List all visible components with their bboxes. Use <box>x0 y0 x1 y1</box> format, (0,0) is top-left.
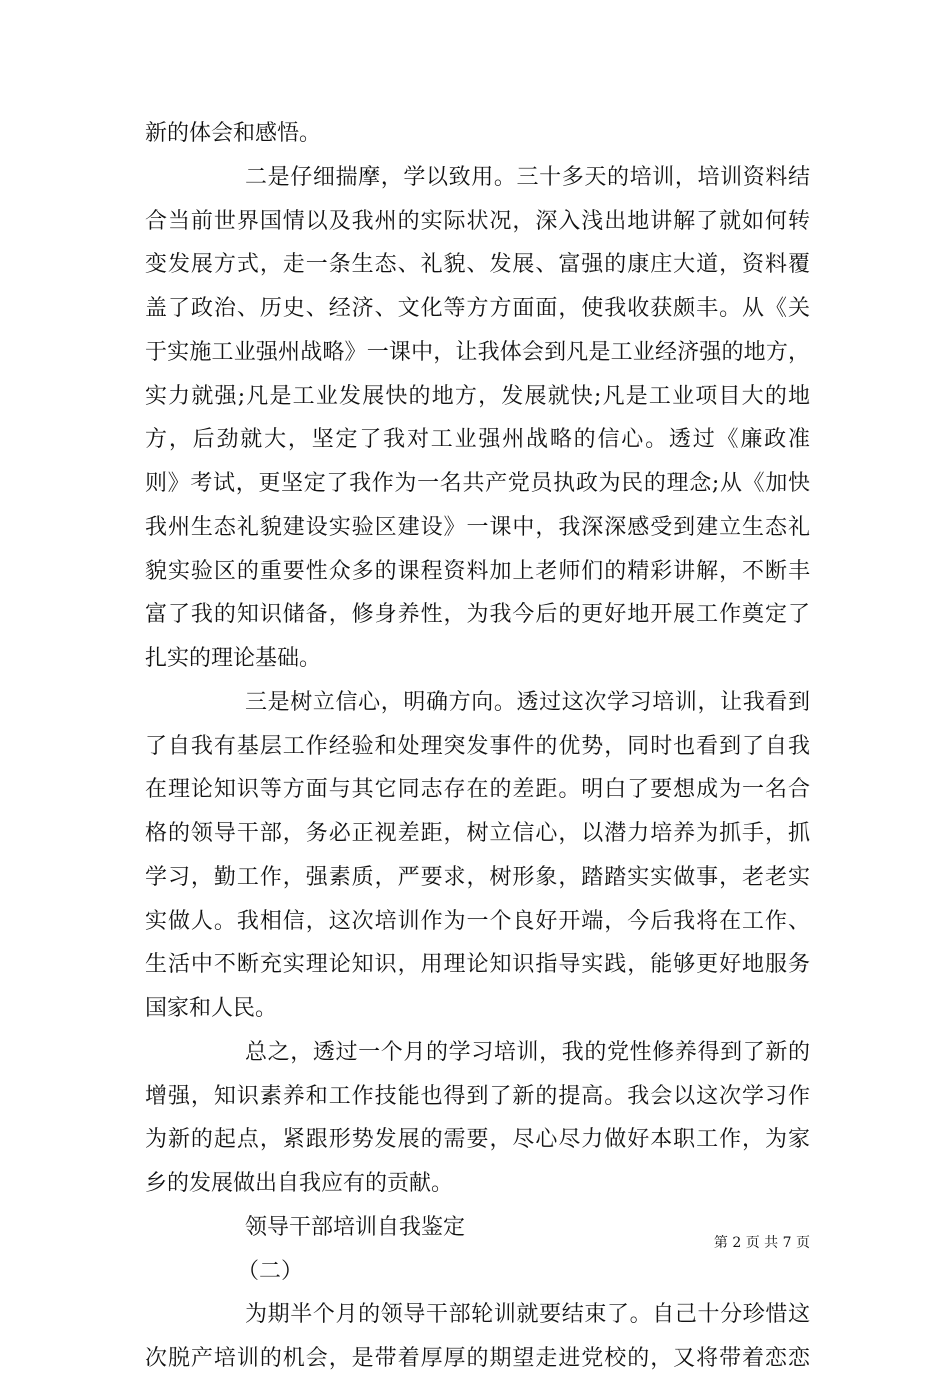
text-line: 我州生态礼貌建设实验区建设》一课中，我深深感受到建立生态礼 <box>145 514 810 540</box>
text-line: 领导干部培训自我鉴定 <box>245 1214 466 1240</box>
text-line: （二） <box>237 1258 304 1284</box>
text-line: 二是仔细揣摩，学以致用。三十多天的培训，培训资料结 <box>245 164 810 190</box>
text-line: 变发展方式，走一条生态、礼貌、发展、富强的康庄大道，资料覆 <box>145 252 810 278</box>
text-line: 于实施工业强州战略》一课中，让我体会到凡是工业经济强的地方， <box>145 339 810 365</box>
text-line: 为新的起点，紧跟形势发展的需要，尽心尽力做好本职工作，为家 <box>145 1127 810 1153</box>
text-line: 扎实的理论基础。 <box>145 646 322 671</box>
text-line: 生活中不断充实理论知识，用理论知识指导实践，能够更好地服务 <box>145 952 810 978</box>
text-line: 合当前世界国情以及我州的实际状况，深入浅出地讲解了就如何转 <box>145 208 810 234</box>
text-line: 乡的发展做出自我应有的贡献。 <box>145 1171 454 1196</box>
text-line: 格的领导干部，务必正视差距，树立信心，以潜力培养为抓手，抓 <box>145 821 810 846</box>
text-line: 富了我的知识储备，修身养性，为我今后的更好地开展工作奠定了 <box>145 602 810 628</box>
text-line: 在理论知识等方面与其它同志存在的差距。明白了要想成为一名合 <box>145 777 810 803</box>
text-line: 为期半个月的领导干部轮训就要结束了。自己十分珍惜这 <box>245 1302 810 1328</box>
document-body <box>145 112 810 1381</box>
text-line: 新的体会和感悟。 <box>145 121 322 146</box>
page-number: 第 2 页 共 7 页 <box>713 1235 810 1251</box>
text-line: 国家和人民。 <box>145 996 278 1021</box>
text-line: 学习，勤工作，强素质，严要求，树形象，踏踏实实做事，老老实 <box>145 864 810 890</box>
text-line: 总之，透过一个月的学习培训，我的党性修养得到了新的 <box>245 1039 810 1065</box>
text-line: 实做人。我相信，这次培训作为一个良好开端，今后我将在工作、 <box>145 908 810 934</box>
text-line: 盖了政治、历史、经济、文化等方方面面，使我收获颇丰。从《关 <box>145 296 810 321</box>
text-line: 了自我有基层工作经验和处理突发事件的优势，同时也看到了自我 <box>145 733 810 759</box>
text-line: 增强，知识素养和工作技能也得到了新的提高。我会以这次学习作 <box>145 1083 810 1109</box>
text-line: 则》考试，更坚定了我作为一名共产党员执政为民的理念;从《加快 <box>145 471 810 496</box>
text-line: 实力就强;凡是工业发展快的地方，发展就快;凡是工业项目大的地 <box>145 383 810 409</box>
text-line: 三是树立信心，明确方向。透过这次学习培训，让我看到 <box>245 689 810 715</box>
text-line: 方，后劲就大，坚定了我对工业强州战略的信心。透过《廉政准 <box>145 427 810 453</box>
text-line: 次脱产培训的机会，是带着厚厚的期望走进党校的，又将带着恋恋 <box>145 1346 810 1371</box>
text-line: 貌实验区的重要性众多的课程资料加上老师们的精彩讲解，不断丰 <box>145 558 810 584</box>
